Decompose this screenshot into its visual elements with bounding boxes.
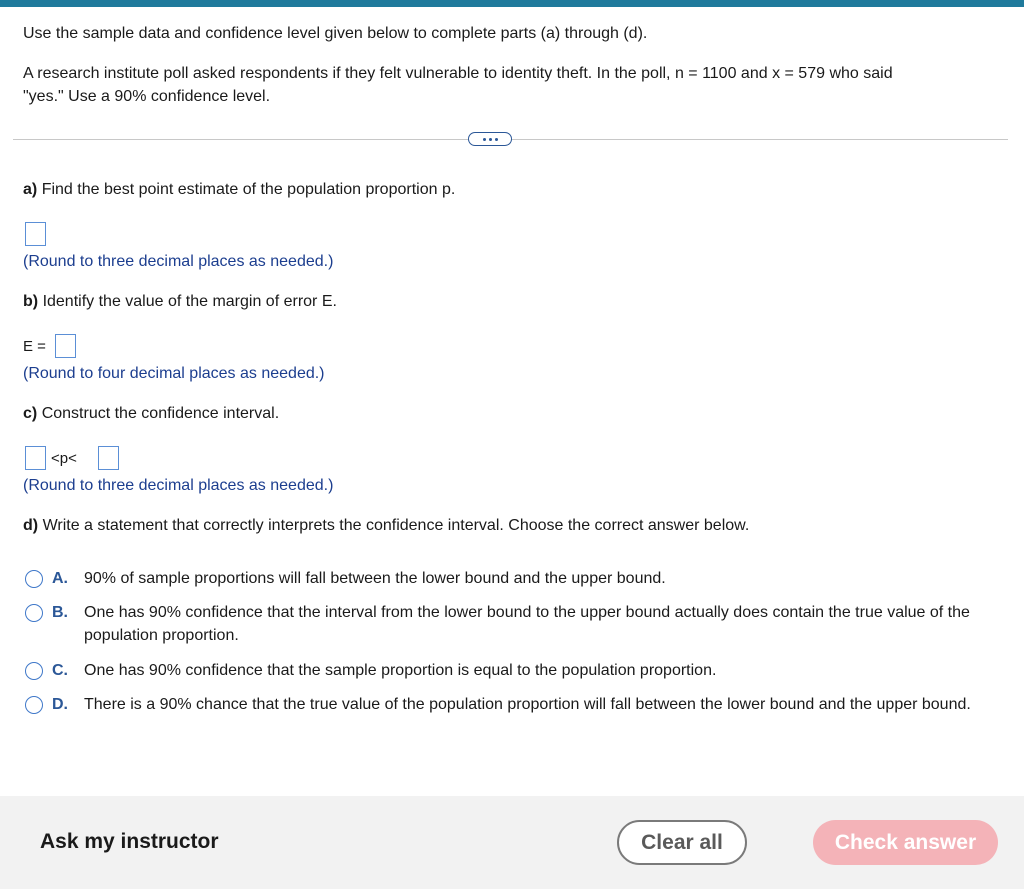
part-b-label: b) [23,293,39,310]
option-b-radio[interactable] [25,604,43,622]
part-a-prompt: Find the best point estimate of the population proportion p. [41,181,456,198]
point-estimate-input[interactable] [25,222,46,246]
ellipsis-icon [483,138,486,141]
ellipsis-icon-dot [489,138,492,141]
part-a-label: a) [23,181,38,198]
ask-instructor-link[interactable]: Ask my instructor [40,830,219,853]
top-accent-bar [0,0,1024,7]
option-b-text: One has 90% confidence that the interval from the lower bound to the upper bound actually does contain the true value of the population proportion. [84,604,970,644]
option-c-radio[interactable] [25,662,43,680]
check-answer-button[interactable]: Check answer [813,820,998,865]
upper-bound-input[interactable] [98,446,119,470]
clear-all-button[interactable]: Clear all [617,820,747,865]
option-d-letter: D. [52,696,68,713]
problem-text-line-1: A research institute poll asked respondents if they felt vulnerable to identity theft. In the poll, n = 1100 and x = 579 who said [23,65,893,82]
instructions-text: Use the sample data and confidence level given below to complete parts (a) through (d). [23,25,648,42]
part-b-question [23,292,337,312]
expand-more-button[interactable] [468,132,512,146]
part-c-prompt: Construct the confidence interval. [41,405,280,422]
part-b-prompt: Identify the value of the margin of error E. [42,293,337,310]
option-a-text: 90% of sample proportions will fall between the lower bound and the upper bound. [84,570,666,587]
part-c-label: c) [23,405,38,422]
option-a-radio[interactable] [25,570,43,588]
option-b-letter: B. [52,604,68,621]
option-d-radio[interactable] [25,696,43,714]
interval-inequality-text: <p< [51,450,77,467]
part-c-question [23,404,279,424]
ellipsis-icon-dot [495,138,498,141]
margin-of-error-input[interactable] [55,334,76,358]
lower-bound-input[interactable] [25,446,46,470]
part-c-hint: (Round to three decimal places as needed.) [23,477,334,494]
option-a-letter: A. [52,570,68,587]
option-c-letter: C. [52,662,68,679]
part-d-question [23,516,749,536]
part-d-label: d) [23,517,39,534]
option-c-text: One has 90% confidence that the sample proportion is equal to the population proportion. [84,662,717,679]
part-a-hint: (Round to three decimal places as needed.) [23,253,334,270]
problem-text-line-2: "yes." Use a 90% confidence level. [23,88,271,105]
part-b-hint: (Round to four decimal places as needed.) [23,365,325,382]
part-d-prompt: Write a statement that correctly interprets the confidence interval. Choose the correct answer below. [42,517,750,534]
option-d-text: There is a 90% chance that the true value of the population proportion will fall between the lower bound and the upper bound. [84,696,971,713]
margin-error-prefix: E = [23,338,46,355]
part-a-question [23,180,455,200]
